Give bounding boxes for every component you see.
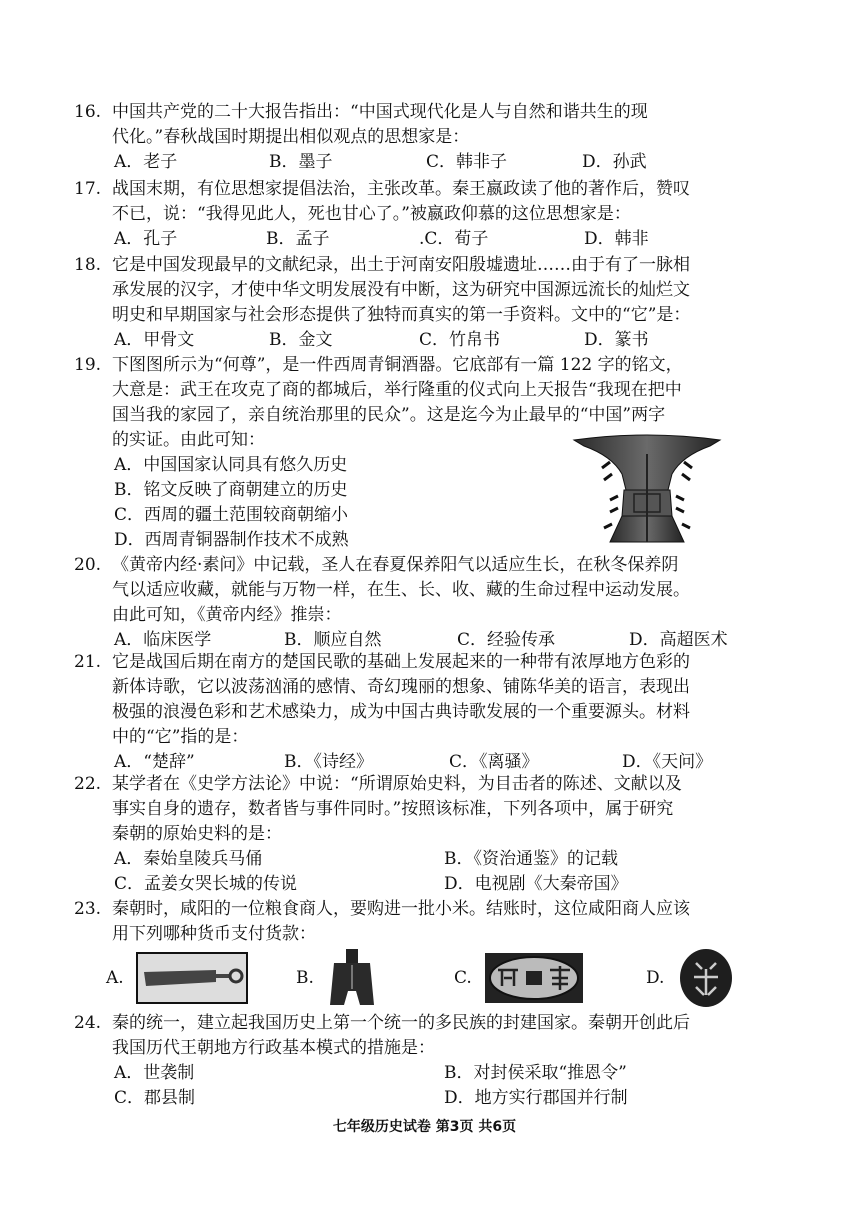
question-text: 它是战国后期在南方的楚国民歌的基础上发展起来的一种带有浓厚地方色彩的 [112, 652, 690, 672]
question-text: 的实证。由此可知： [112, 430, 265, 450]
question-text: 承发展的汉字，才使中华文明发展没有中断，这为研究中国源远流长的灿烂文 [112, 280, 690, 300]
question-text: 明史和早期国家与社会形态提供了独特而真实的第一手资料。文中的“它”是： [112, 305, 691, 325]
options-row [74, 328, 774, 353]
options-row [74, 872, 774, 897]
question-text: 战国末期，有位思想家提倡法治，主张改革。秦王嬴政读了他的著作后，赞叹 [112, 179, 690, 199]
option-b[interactable]: B．顺应自然 [284, 630, 382, 650]
option-b[interactable]: B．孟子 [266, 229, 330, 249]
question-text: 某学者在《史学方法论》中说：“所谓原始史料，为目击者的陈述、文献以及 [112, 774, 682, 794]
option-d[interactable]: D．电视剧《大秦帝国》 [444, 874, 628, 894]
question-text: 它是中国发现最早的文献纪录，出土于河南安阳殷墟遗址……由于有了一脉相 [112, 255, 690, 275]
question-text: 秦的统一，建立起我国历史上第一个统一的多民族的封建国家。秦朝开创此后 [112, 1013, 690, 1033]
option-a[interactable]: A．世袭制 [114, 1063, 195, 1083]
question-number: 18. [74, 255, 102, 275]
spade-coin-image [326, 947, 378, 1009]
option-c[interactable] [454, 946, 584, 1010]
option-b[interactable]: B．墨子 [269, 152, 333, 172]
question-number: 19. [74, 355, 102, 375]
option-d[interactable]: D．韩非 [584, 229, 649, 249]
question-20 [74, 553, 774, 653]
option-label: D. [646, 968, 665, 988]
option-d[interactable]: D．《天问》 [622, 752, 713, 772]
option-d[interactable]: D．西周青铜器制作技术不成熟 [114, 530, 349, 550]
option-a[interactable]: A．甲骨文 [114, 330, 195, 350]
option-d[interactable]: D．地方实行郡国并行制 [444, 1088, 628, 1108]
option-d[interactable] [646, 946, 736, 1010]
question-text: 由此可知，《黄帝内经》推崇： [112, 605, 342, 625]
options-row [74, 150, 774, 175]
question-18 [74, 253, 774, 353]
option-d[interactable]: D．孙武 [582, 152, 647, 172]
question-text: 秦朝时，咸阳的一位粮食商人，要购进一批小米。结账时，这位咸阳商人应该 [112, 899, 690, 919]
question-text: 代化。”春秋战国时期提出相似观点的思想家是： [112, 127, 470, 147]
option-a[interactable]: A．“楚辞” [114, 752, 195, 772]
option-c[interactable]: C．西周的疆土范围较商朝缩小 [114, 505, 349, 525]
question-text: 《黄帝内经·素问》中记载，圣人在春夏保养阳气以适应生长，在秋冬保养阴 [112, 555, 679, 575]
option-c[interactable]: C．经验传承 [457, 630, 556, 650]
options-row [74, 1061, 774, 1086]
question-22 [74, 772, 774, 897]
question-text: 秦朝的原始史料的是： [112, 824, 282, 844]
question-text: 我国历代王朝地方行政基本模式的措施是： [112, 1038, 435, 1058]
options-row [74, 1086, 774, 1111]
option-a[interactable]: A．中国国家认同具有悠久历史 [114, 455, 348, 475]
question-text: 国当我的家园了，亲自统治那里的民众”。这是迄今为止最早的“中国”两字 [112, 405, 666, 425]
question-text: 新体诗歌，它以波荡汹涌的感情、奇幻瑰丽的想象、铺陈华美的语言，表现出 [112, 677, 690, 697]
question-number: 17. [74, 179, 102, 199]
question-number: 21. [74, 652, 102, 672]
question-17 [74, 177, 774, 252]
currency-options-row [74, 946, 774, 1010]
option-c[interactable]: C．韩非子 [426, 152, 508, 172]
question-number: 23. [74, 899, 102, 919]
option-d[interactable]: D．高超医术 [629, 630, 728, 650]
question-21 [74, 650, 774, 775]
option-b[interactable]: B．铭文反映了商朝建立的历史 [114, 480, 348, 500]
options-row [74, 847, 774, 872]
options-row [74, 227, 774, 252]
question-23 [74, 897, 774, 947]
option-b[interactable]: B．对封侯采取“推恩令” [444, 1063, 627, 1083]
option-c[interactable]: C．竹帛书 [419, 330, 501, 350]
option-a[interactable]: A．秦始皇陵兵马俑 [114, 849, 263, 869]
question-text: 用下列哪种货币支付货款： [112, 924, 316, 944]
question-number: 22. [74, 774, 102, 794]
option-c[interactable]: .C．荀子 [419, 229, 489, 249]
he-zun-bronze-vessel-image [572, 434, 722, 546]
option-b[interactable]: B．《诗经》 [284, 752, 373, 772]
question-text: 中国共产党的二十大报告指出：“中国式现代化是人与自然和谐共生的现 [112, 102, 648, 122]
option-a[interactable]: A．临床医学 [114, 630, 212, 650]
knife-coin-image [136, 952, 248, 1004]
question-number: 24. [74, 1013, 102, 1033]
question-text: 下图图所示为“何尊”，是一件西周青铜酒器。它底部有一篇 122 字的铭文， [112, 355, 683, 375]
option-c[interactable]: C．郡县制 [114, 1088, 196, 1108]
option-a[interactable] [106, 946, 248, 1010]
option-a[interactable]: A．老子 [114, 152, 178, 172]
question-number: 20. [74, 555, 102, 575]
option-b[interactable]: B．金文 [269, 330, 333, 350]
option-b[interactable] [296, 946, 378, 1010]
question-text: 不已，说：“我得见此人，死也甘心了。”被嬴政仰慕的这位思想家是： [112, 204, 631, 224]
option-b[interactable]: B．《资治通鉴》的记载 [444, 849, 618, 869]
option-label: B. [296, 968, 314, 988]
question-text: 中的“它”指的是： [112, 727, 249, 747]
banliang-coin-image [484, 952, 584, 1004]
option-d[interactable]: D．篆书 [584, 330, 649, 350]
question-text: 大意是：武王在攻克了商的都城后，举行隆重的仪式向上天报告“我现在把中 [112, 380, 682, 400]
option-label: C. [454, 968, 472, 988]
question-16 [74, 100, 774, 175]
ant-nose-coin-image [676, 947, 736, 1009]
question-number: 16. [74, 102, 102, 122]
question-text: 极强的浪漫色彩和艺术感染力，成为中国古典诗歌发展的一个重要源头。材料 [112, 702, 690, 722]
option-a[interactable]: A．孔子 [114, 229, 178, 249]
option-c[interactable]: C．孟姜女哭长城的传说 [114, 874, 298, 894]
question-24 [74, 1011, 774, 1111]
page-footer: 七年级历史试卷 第3页 共6页 [332, 1119, 517, 1135]
question-text: 气以适应收藏，就能与万物一样，在生、长、收、藏的生命过程中运动发展。 [112, 580, 690, 600]
option-label: A. [106, 968, 124, 988]
question-text: 事实自身的遗存，数者皆与事件同时。”按照该标准，下列各项中，属于研究 [112, 799, 674, 819]
option-c[interactable]: C．《离骚》 [449, 752, 539, 772]
